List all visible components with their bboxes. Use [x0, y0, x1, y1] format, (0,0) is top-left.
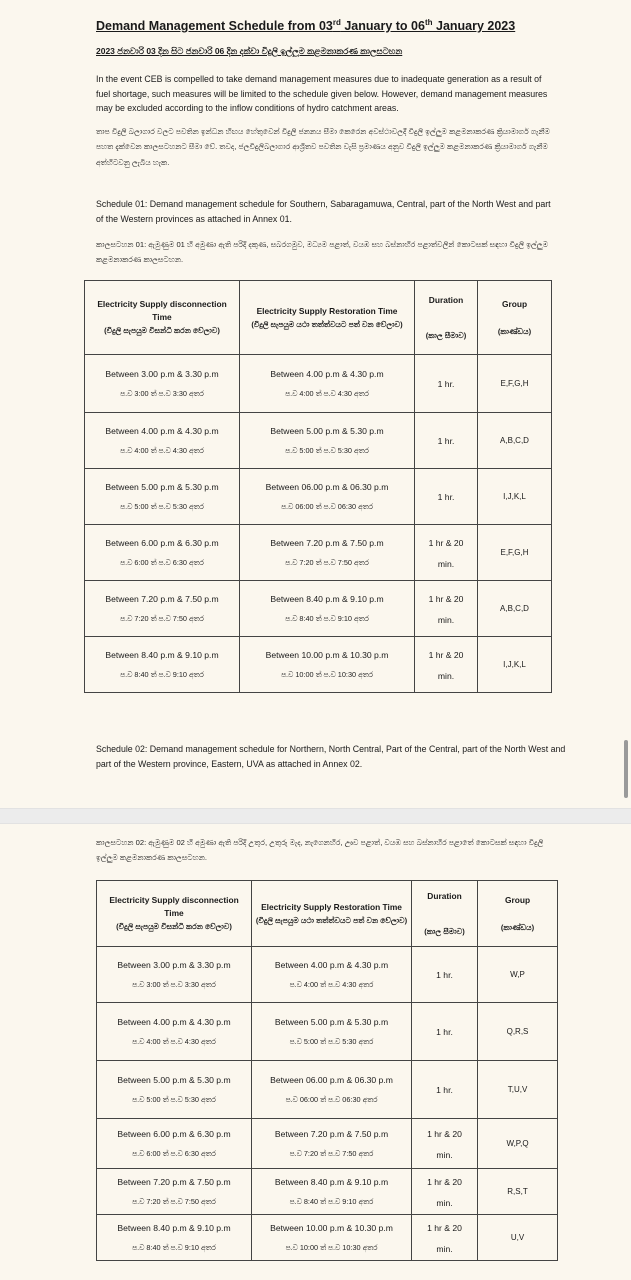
- cell-disconnection-time: [85, 581, 240, 637]
- cell-restoration-time: [240, 469, 415, 525]
- cell-text-sinhala: ප.ව 10:00 ත් ප.ව 10:30 අතර: [285, 1243, 378, 1252]
- cell-text-sinhala: ප.ව 7:20 ත් ප.ව 7:50 අතර: [132, 1197, 216, 1206]
- table-row: [85, 525, 552, 581]
- intro-paragraph: In the event CEB is compelled to take demand management measures due to inadequate generation as a result of fuel shortage, such measures will be limited to the schedule given below. However, demand management measures may be excluded according to the inflow conditions of hydro catchment areas.: [96, 74, 548, 113]
- cell-group: I,J,K,L: [478, 637, 552, 693]
- cell-restoration-time: [240, 525, 415, 581]
- cell-text: Between 5.00 p.m & 5.30 p.m: [274, 1017, 389, 1027]
- cell-group: R,S,T: [478, 1169, 558, 1215]
- table-row: [97, 947, 558, 1003]
- header-disconnection: Electricity Supply disconnection Time (විදුලි සැපයුම විසන්ධි කරන වේලාව): [97, 881, 252, 947]
- cell-group: Q,R,S: [478, 1003, 558, 1061]
- cell-text-sinhala: ප.ව 8:40 ත් ප.ව 9:10 අතර: [289, 1197, 374, 1206]
- cell-text: min.: [436, 1149, 453, 1160]
- cell-text: Between 4.00 p.m & 4.30 p.m: [274, 960, 389, 970]
- cell-text: 1 hr & 20: [427, 1222, 462, 1233]
- cell-text-sinhala: ප.ව 10:00 ත් ප.ව 10:30 අතර: [281, 670, 373, 679]
- cell-text-sinhala: ප.ව 5:00 ත් ප.ව 5:30 අතර: [285, 446, 369, 455]
- header-disconnection: Electricity Supply disconnection Time (විදුලි සැපයුම විසන්ධි කරන වේලාව): [85, 281, 240, 355]
- cell-restoration-time: [252, 1061, 412, 1119]
- table-row: [97, 1169, 558, 1215]
- cell-text-sinhala: ප.ව 4:00 ත් ප.ව 4:30 අතර: [120, 446, 204, 455]
- title-part: January 2023: [432, 19, 516, 34]
- cell-restoration-time: [240, 581, 415, 637]
- cell-disconnection-time: [85, 525, 240, 581]
- cell-group: E,F,G,H: [478, 525, 552, 581]
- cell-text: min.: [437, 670, 455, 681]
- cell-group: W,P: [478, 947, 558, 1003]
- cell-text: 1 hr & 20: [428, 593, 464, 604]
- cell-text-sinhala: ප.ව 06:00 ත් ප.ව 06:30 අතර: [285, 1095, 378, 1104]
- cell-text-sinhala: ප.ව 06:00 ත් ප.ව 06:30 අතර: [281, 502, 373, 511]
- cell-text-sinhala: ප.ව 6:00 ත් ප.ව 6:30 අතර: [132, 1149, 216, 1158]
- table-row: [85, 413, 552, 469]
- cell-duration: [412, 1061, 478, 1119]
- page-break-divider: [0, 808, 631, 824]
- page-title: [96, 18, 616, 33]
- cell-text: 1 hr & 20: [427, 1128, 462, 1139]
- cell-group: W,P,Q: [478, 1119, 558, 1169]
- header-group: Group (කාණ්ඩය): [478, 881, 558, 947]
- schedule1-intro: Schedule 01: Demand management schedule for Southern, Sabaragamuwa, Central, part of the North West and part of the Western provinces as attached in Annex 01.: [96, 199, 551, 224]
- cell-text-sinhala: ප.ව 3:00 ත් ප.ව 3:30 අතර: [132, 980, 216, 989]
- cell-text: Between 8.40 p.m & 9.10 p.m: [105, 650, 219, 660]
- cell-text: 1 hr & 20: [428, 537, 464, 548]
- cell-text: Between 8.40 p.m & 9.10 p.m: [274, 1177, 389, 1187]
- cell-duration: [415, 581, 478, 637]
- cell-text-sinhala: ප.ව 4:00 ත් ප.ව 4:30 අතර: [285, 389, 369, 398]
- intro-paragraph-sinhala: තාප විදුලි බලාගාර වලට පවතින ඉන්ධන හිඟය හේතුවෙන් විදුලි ජනනය සීමා කෙරෙන අවස්ථාවලදී විදුලි ඉල්ලුම කළමනාකරණ ක්‍රියාමාර්ග ගැනීම පහත දැක්වෙන කාලසටහනට සීමා වේ. තවද, ජලවිදුලිබලාගාර ආශ්‍රිතව පවතින වැසි ප්‍රමාණය අනුව විදුලි ඉල්ලුම කළමනාකරණ ක්‍රියාමාර්ග ගැනීම අත්හිටවනු ලැබිය හැක.: [96, 127, 550, 167]
- cell-text: Between 7.20 p.m & 7.50 p.m: [274, 1129, 389, 1139]
- cell-text-sinhala: ප.ව 7:20 ත් ප.ව 7:50 අතර: [120, 614, 204, 623]
- cell-duration: [412, 947, 478, 1003]
- cell-restoration-time: [240, 413, 415, 469]
- scrollbar-thumb[interactable]: [624, 740, 628, 798]
- cell-text: 1 hr.: [436, 969, 453, 980]
- table-row: [97, 1215, 558, 1261]
- cell-restoration-time: [252, 1215, 412, 1261]
- cell-text: Between 7.20 p.m & 7.50 p.m: [117, 1177, 231, 1187]
- schedule2-table: [96, 880, 558, 1261]
- cell-text: Between 5.00 p.m & 5.30 p.m: [105, 482, 219, 492]
- cell-group: A,B,C,D: [478, 581, 552, 637]
- cell-text-sinhala: ප.ව 8:40 ත් ප.ව 9:10 අතර: [132, 1243, 216, 1252]
- cell-disconnection-time: [97, 1061, 252, 1119]
- cell-text: Between 5.00 p.m & 5.30 p.m: [117, 1075, 231, 1085]
- table-row: [97, 1061, 558, 1119]
- cell-text: 1 hr.: [436, 1026, 453, 1037]
- schedule1-table: [84, 280, 552, 693]
- header-restoration: Electricity Supply Restoration Time (විදුලි සැපයුම යථා තත්ත්වයට පත් වන වේලාව): [240, 281, 415, 355]
- cell-text: Between 6.00 p.m & 6.30 p.m: [117, 1129, 231, 1139]
- header-duration: Duration (කාල සීමාව): [415, 281, 478, 355]
- cell-disconnection-time: [97, 947, 252, 1003]
- cell-text: Between 06.00 p.m & 06.30 p.m: [270, 1075, 393, 1085]
- cell-disconnection-time: [97, 1169, 252, 1215]
- header-duration: Duration (කාල සීමාව): [412, 881, 478, 947]
- cell-disconnection-time: [97, 1003, 252, 1061]
- cell-text: 1 hr.: [437, 435, 455, 446]
- cell-text: min.: [437, 614, 455, 625]
- cell-text: min.: [436, 1197, 453, 1208]
- page-title-sinhala: 2023 ජනවාරි 03 දින සිට ජනවාරි 06 දින දක්වා විදුලි ඉල්ලුම කළමනාකරණ කාලසටහන: [96, 46, 403, 56]
- cell-text-sinhala: ප.ව 7:20 ත් ප.ව 7:50 අතර: [289, 1149, 374, 1158]
- table-row: [85, 355, 552, 413]
- cell-text: 1 hr & 20: [428, 649, 464, 660]
- cell-restoration-time: [252, 1169, 412, 1215]
- cell-duration: [415, 637, 478, 693]
- cell-group: T,U,V: [478, 1061, 558, 1119]
- cell-duration: [412, 1215, 478, 1261]
- cell-text: 1 hr.: [436, 1084, 453, 1095]
- cell-restoration-time: [240, 355, 415, 413]
- cell-text: Between 4.00 p.m & 4.30 p.m: [270, 369, 384, 379]
- cell-text: Between 7.20 p.m & 7.50 p.m: [270, 538, 384, 548]
- cell-group: I,J,K,L: [478, 469, 552, 525]
- table-row: [85, 469, 552, 525]
- cell-duration: [415, 525, 478, 581]
- cell-text-sinhala: ප.ව 5:00 ත් ප.ව 5:30 අතර: [132, 1095, 216, 1104]
- cell-text: Between 3.00 p.m & 3.30 p.m: [105, 369, 219, 379]
- table-row: [85, 581, 552, 637]
- cell-duration: [415, 413, 478, 469]
- cell-text-sinhala: ප.ව 4:00 ත් ප.ව 4:30 අතර: [132, 1037, 216, 1046]
- cell-disconnection-time: [85, 469, 240, 525]
- title-part: Demand Management Schedule from 03: [96, 19, 333, 34]
- cell-disconnection-time: [85, 413, 240, 469]
- title-part: January to 06: [340, 19, 425, 34]
- header-restoration: Electricity Supply Restoration Time (විදුලි සැපයුම යථා තත්ත්වයට පත් වන වේලාව): [252, 881, 412, 947]
- cell-restoration-time: [252, 1119, 412, 1169]
- schedule1-intro-sinhala: කාලසටහන 01: ඇමුණුම 01 හි අමුණා ඇති පරිදි දකුණ, සබරගමුව, මධ්‍යම පළාත්, වයඹ සහ බස්නාහිර පළාත්වලින් කොටසක් සඳහා විදුලි ඉල්ලුම කළමනාකරණ කාලසටහන.: [96, 240, 549, 265]
- cell-text: 1 hr.: [437, 491, 455, 502]
- cell-restoration-time: [240, 637, 415, 693]
- cell-text-sinhala: ප.ව 8:40 ත් ප.ව 9:10 අතර: [120, 670, 204, 679]
- cell-text-sinhala: ප.ව 6:00 ත් ප.ව 6:30 අතර: [120, 558, 204, 567]
- cell-text-sinhala: ප.ව 3:00 ත් ප.ව 3:30 අතර: [120, 389, 204, 398]
- cell-disconnection-time: [97, 1119, 252, 1169]
- cell-text: Between 4.00 p.m & 4.30 p.m: [117, 1017, 231, 1027]
- cell-restoration-time: [252, 947, 412, 1003]
- cell-duration: [412, 1119, 478, 1169]
- cell-duration: [412, 1169, 478, 1215]
- cell-text-sinhala: ප.ව 7:20 ත් ප.ව 7:50 අතර: [285, 558, 369, 567]
- cell-text-sinhala: ප.ව 4:00 ත් ප.ව 4:30 අතර: [289, 980, 374, 989]
- cell-disconnection-time: [85, 637, 240, 693]
- cell-text: Between 10.00 p.m & 10.30 p.m: [270, 1223, 393, 1233]
- cell-text: Between 8.40 p.m & 9.10 p.m: [270, 594, 384, 604]
- cell-duration: [412, 1003, 478, 1061]
- cell-duration: [415, 469, 478, 525]
- table-header-row: [97, 881, 558, 947]
- cell-text: 1 hr.: [437, 378, 455, 389]
- cell-text: Between 7.20 p.m & 7.50 p.m: [105, 594, 219, 604]
- cell-text: Between 5.00 p.m & 5.30 p.m: [270, 426, 384, 436]
- cell-group: U,V: [478, 1215, 558, 1261]
- cell-text: Between 8.40 p.m & 9.10 p.m: [117, 1223, 231, 1233]
- cell-duration: [415, 355, 478, 413]
- cell-disconnection-time: [85, 355, 240, 413]
- cell-text: Between 10.00 p.m & 10.30 p.m: [265, 650, 389, 660]
- cell-text-sinhala: ප.ව 5:00 ත් ප.ව 5:30 අතර: [120, 502, 204, 511]
- table-header-row: [85, 281, 552, 355]
- cell-group: A,B,C,D: [478, 413, 552, 469]
- cell-text-sinhala: ප.ව 8:40 ත් ප.ව 9:10 අතර: [285, 614, 369, 623]
- cell-group: E,F,G,H: [478, 355, 552, 413]
- cell-text-sinhala: ප.ව 5:00 ත් ප.ව 5:30 අතර: [289, 1037, 374, 1046]
- table-row: [97, 1119, 558, 1169]
- header-group: Group (කාණ්ඩය): [478, 281, 552, 355]
- table-row: [85, 637, 552, 693]
- cell-text: Between 06.00 p.m & 06.30 p.m: [265, 482, 389, 492]
- title-sup: th: [424, 18, 433, 27]
- table-row: [97, 1003, 558, 1061]
- cell-text: Between 6.00 p.m & 6.30 p.m: [105, 538, 219, 548]
- cell-text: min.: [437, 558, 455, 569]
- cell-restoration-time: [252, 1003, 412, 1061]
- cell-text: Between 3.00 p.m & 3.30 p.m: [117, 960, 231, 970]
- cell-text: Between 4.00 p.m & 4.30 p.m: [105, 426, 219, 436]
- schedule2-intro-sinhala: කාලසටහන 02: ඇමුණුම 02 හි අමුණා ඇති පරිදි උතුර, උතුරු මැද, නැගෙනහිර, ඌව පළාත්, වයඹ සහ බස්නාහිර පළාතේ කොටසක් සඳහා විදුලි ඉල්ලුම කළමනාකරණ කාලසටහන.: [96, 838, 544, 863]
- cell-text: 1 hr & 20: [427, 1176, 462, 1187]
- cell-text: min.: [436, 1243, 453, 1254]
- cell-disconnection-time: [97, 1215, 252, 1261]
- schedule2-intro: Schedule 02: Demand management schedule for Northern, North Central, Part of the Central, part of the North West and part of the Western province, Eastern, UVA as attached in Annex 02.: [96, 744, 566, 769]
- title-sup: rd: [332, 18, 341, 27]
